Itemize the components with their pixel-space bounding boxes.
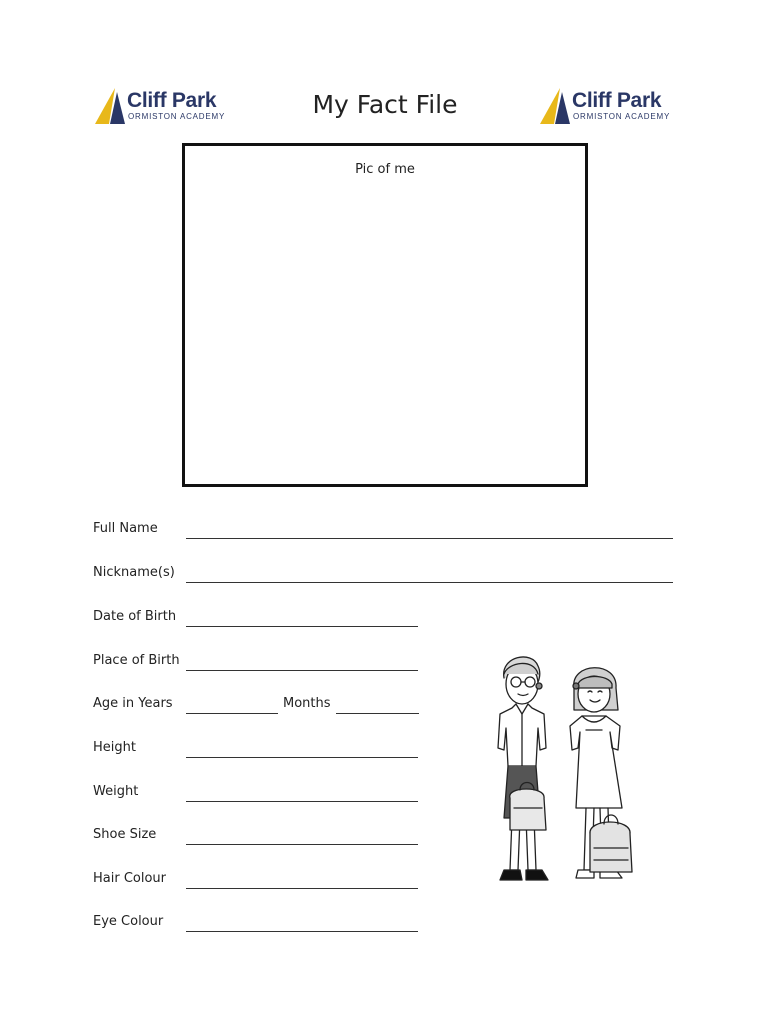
field-shoe-size xyxy=(93,823,423,847)
photo-caption: Pic of me xyxy=(355,162,415,177)
field-label: Hair Colour xyxy=(93,871,167,886)
sail-logo-icon xyxy=(93,86,127,126)
nickname-input-line[interactable] xyxy=(186,582,673,583)
field-label: Full Name xyxy=(93,521,158,536)
logo-name: Cliff Park xyxy=(572,89,662,112)
sail-logo-icon xyxy=(538,86,572,126)
field-date-of-birth xyxy=(93,605,423,629)
full-name-input-line[interactable] xyxy=(186,538,673,539)
field-age xyxy=(93,692,423,716)
photo-box[interactable] xyxy=(182,143,588,487)
eye-colour-input-line[interactable] xyxy=(186,931,418,932)
field-label: Date of Birth xyxy=(93,609,177,624)
field-label: Nickname(s) xyxy=(93,565,175,580)
logo-subtitle: ORMISTON ACADEMY xyxy=(128,112,226,121)
field-weight xyxy=(93,780,423,804)
shoe-size-input-line[interactable] xyxy=(186,844,418,845)
field-place-of-birth xyxy=(93,649,423,673)
field-label: Age in Years xyxy=(93,696,173,711)
page-title: My Fact File xyxy=(312,90,458,119)
boy-figure xyxy=(498,657,548,880)
school-children-illustration xyxy=(490,648,650,903)
height-input-line[interactable] xyxy=(186,757,418,758)
weight-input-line[interactable] xyxy=(186,801,418,802)
school-logo-left xyxy=(93,86,233,128)
field-nickname xyxy=(93,561,673,585)
place-of-birth-input-line[interactable] xyxy=(186,670,418,671)
months-label: Months xyxy=(283,696,331,711)
field-label: Height xyxy=(93,740,136,755)
field-full-name xyxy=(93,517,673,541)
school-logo-right xyxy=(538,86,678,128)
field-eye-colour xyxy=(93,910,423,934)
girl-figure xyxy=(570,668,632,878)
date-of-birth-input-line[interactable] xyxy=(186,626,418,627)
age-years-input-line[interactable] xyxy=(186,713,278,714)
logo-name: Cliff Park xyxy=(127,89,217,112)
field-label: Place of Birth xyxy=(93,653,180,668)
field-hair-colour xyxy=(93,867,423,891)
field-height xyxy=(93,736,423,760)
logo-subtitle: ORMISTON ACADEMY xyxy=(573,112,671,121)
field-label: Eye Colour xyxy=(93,914,164,929)
hair-colour-input-line[interactable] xyxy=(186,888,418,889)
age-months-input-line[interactable] xyxy=(336,713,419,714)
field-label: Weight xyxy=(93,784,139,799)
field-label: Shoe Size xyxy=(93,827,157,842)
